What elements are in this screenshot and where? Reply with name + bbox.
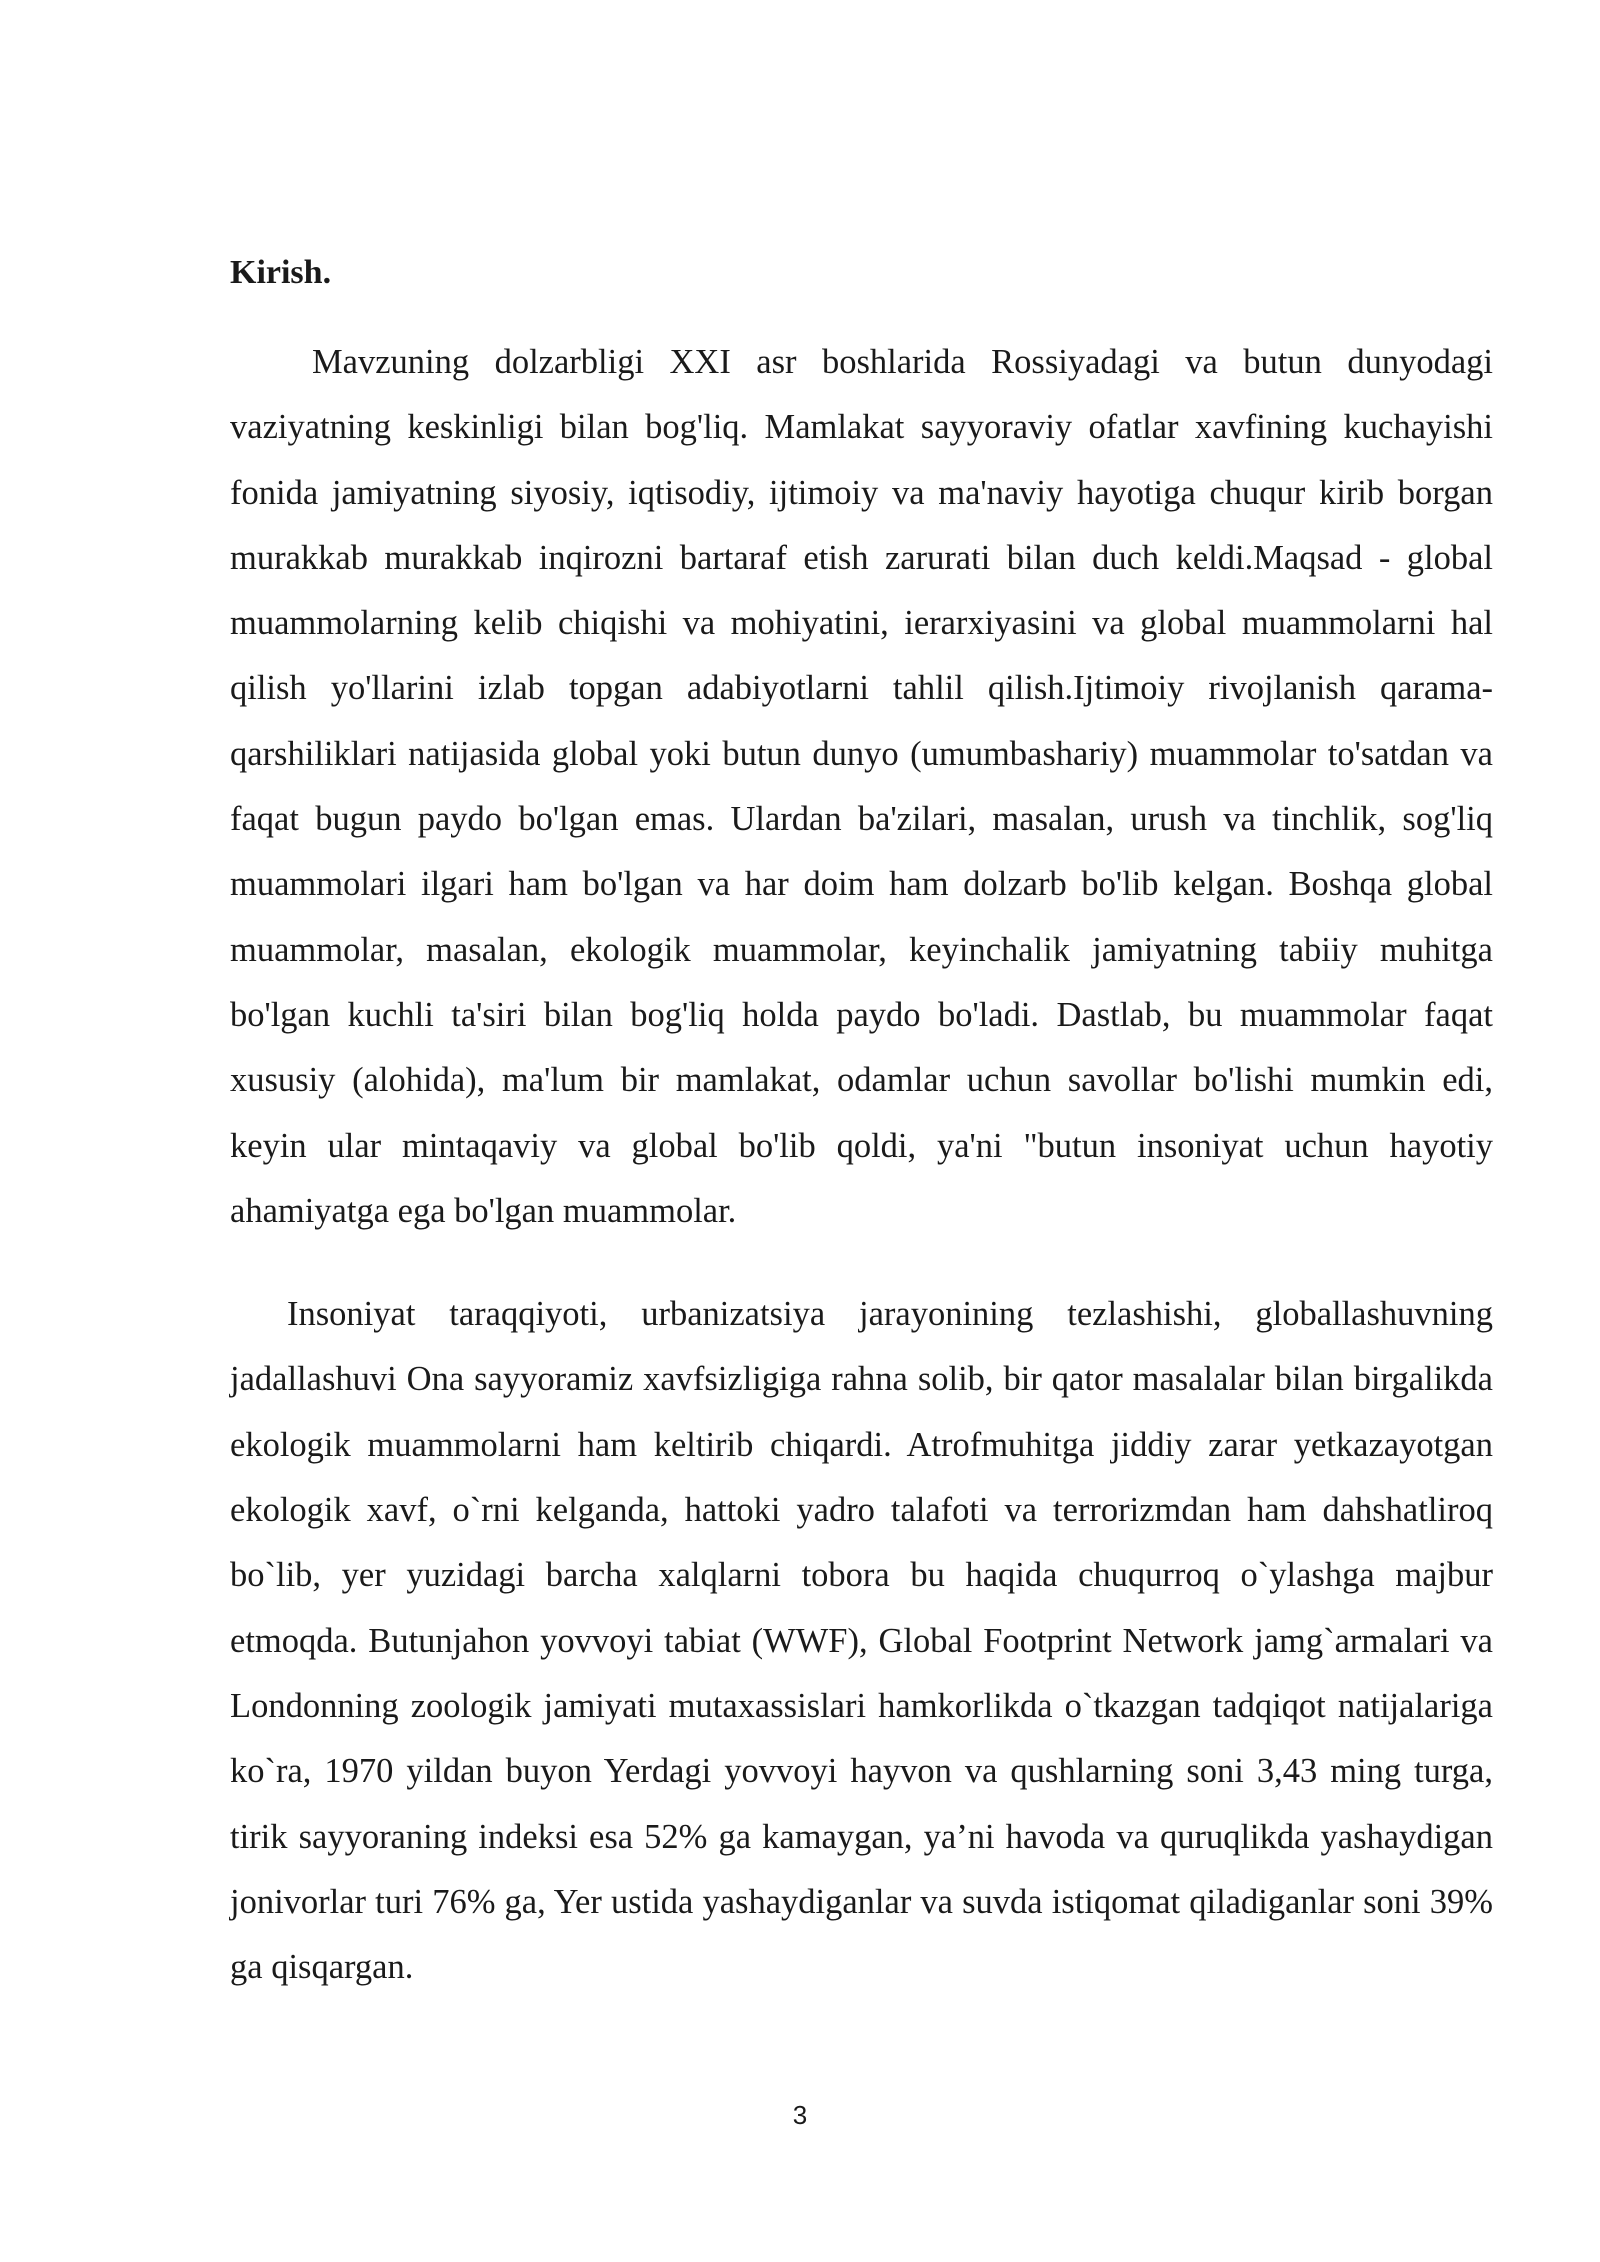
page-number: 3 — [792, 2100, 808, 2130]
paragraph-2: Insoniyat taraqqiyoti, urbanizatsiya jarayonining tezlashishi, globallashuvning jadallashuvi Ona sayyoramiz xavfsizligiga rahna solib, bir qator masalalar bilan birgalikda ekologik muammolarni ham keltirib chiqardi. Atrofmuhitga jiddiy zarar yetkazayotgan ekologik xavf, o`rni kelganda, hattoki yadro talafoti va terrorizmdan ham dahshatliroq bo`lib, yer yuzidagi barcha xalqlarni tobora bu haqida chuqurroq o`ylashga majbur etmoqda. Butunjahon yovvoyi tabiat (WWF), Global Footprint Network jamg`armalari va Londonning zoologik jamiyati mutaxassislari hamkorlikda o`tkazgan tadqiqot natijalariga ko`ra, 1970 yildan buyon Yerdagi yovvoyi hayvon va qushlarning soni 3,43 ming turga, tirik sayyoraning indeksi esa 52% ga kamaygan, ya’ni havoda va quruqlikda yashaydigan jonivorlar turi 76% ga, Yer ustida yashaydiganlar va suvda istiqomat qiladiganlar soni 39% ga qisqargan. — [230, 1295, 1493, 1987]
paragraph-1: Mavzuning dolzarbligi XXI asr boshlarida Rossiyadagi va butun dunyodagi vaziyatning keskinligi bilan bog'liq. Mamlakat sayyoraviy ofatlar xavfining kuchayishi fonida jamiyatning siyosiy, iqtisodiy, ijtimoiy va ma'naviy hayotiga chuqur kirib borgan murakkab murakkab inqirozni bartaraf etish zarurati bilan duch keldi.Maqsad - global muammolarning kelib chiqishi va mohiyatini, ierarxiyasini va global muammolarni hal qilish yo'llarini izlab topgan adabiyotlarni tahlil qilish.Ijtimoiy rivojlanish qarama-qarshiliklari natijasida global yoki butun dunyo (umumbashariy) muammolar to'satdan va faqat bugun paydo bo'lgan emas. Ulardan ba'zilari, masalan, urush va tinchlik, sog'liq muammolari ilgari ham bo'lgan va har doim ham dolzarb bo'lib kelgan. Boshqa global muammolar, masalan, ekologik muammolar, keyinchalik jamiyatning tabiiy muhitga bo'lgan kuchli ta'siri bilan bog'liq holda paydo bo'ladi. Dastlab, bu muammolar faqat xususiy (alohida), ma'lum bir mamlakat, odamlar uchun savollar bo'lishi mumkin edi, keyin ular mintaqaviy va global bo'lib qoldi, ya'ni "butun insoniyat uchun hayotiy ahamiyatga ega bo'lgan muammolar. — [230, 343, 1493, 1230]
section-heading: Kirish. — [230, 254, 332, 291]
document-body — [230, 240, 1493, 2000]
